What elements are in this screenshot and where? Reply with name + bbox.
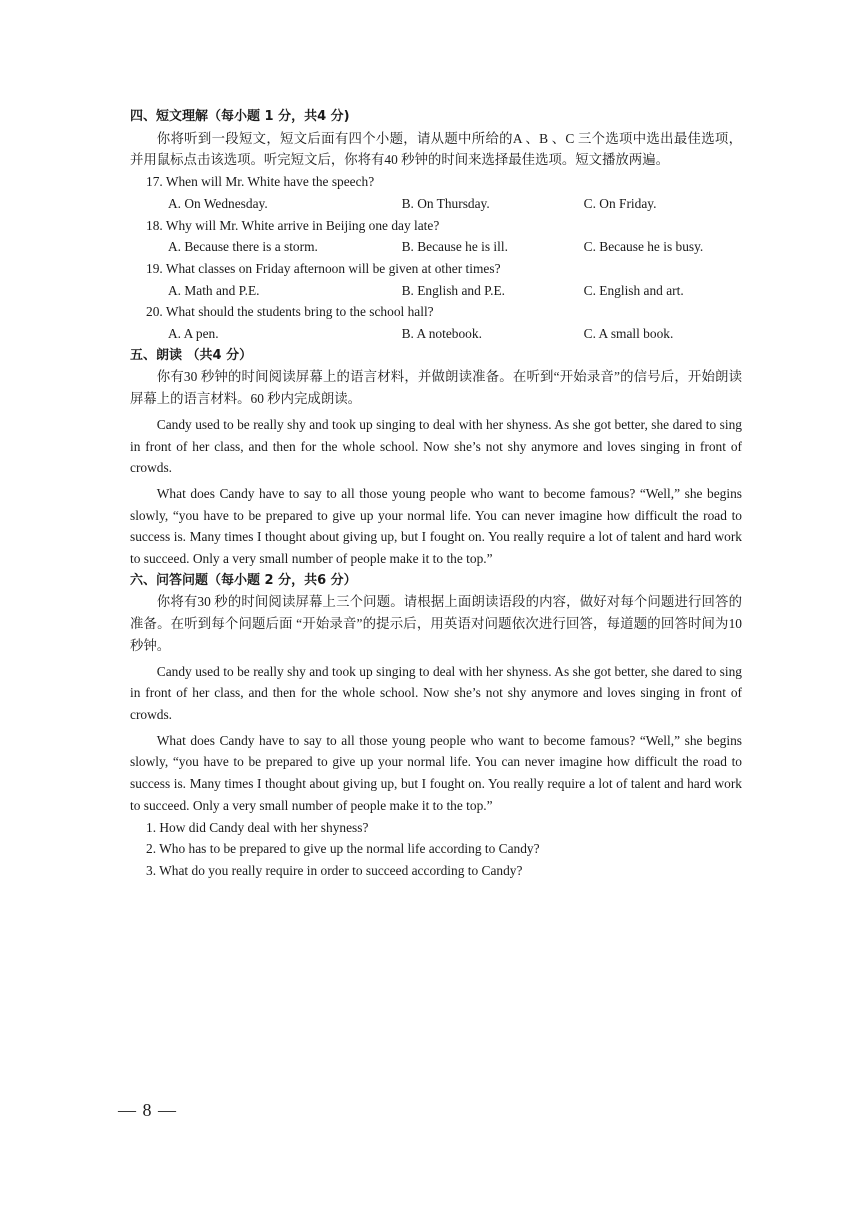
options-row <box>130 323 742 345</box>
option-b[interactable]: B. Because he is ill. <box>401 239 508 255</box>
oral-question-3: 3. What do you really require in order to succeed according to Candy? <box>146 862 523 878</box>
section-6-title: 六、问答问题（每小题 2 分，共6 分） <box>130 572 357 588</box>
section-5-instructions: 你有30 秒钟的时间阅读屏幕上的语言材料，并做朗读准备。在听到“开始录音”的信号后，开始朗读屏幕上的语言材料。60 秒内完成朗读。 <box>130 369 742 407</box>
option-a[interactable]: A. Math and P.E. <box>168 282 260 298</box>
reading-paragraph-1: Candy used to be really shy and took up singing to deal with her shyness. As she got better, she dared to sing in front of her class, and then for the whole school. Now she’s not shy anymore and loves singing in front of crowds. <box>130 416 742 476</box>
options-row <box>130 193 742 215</box>
reading-paragraph-2: What does Candy have to say to all those young people who want to become famous? “Well,” she begins slowly, “you have to be prepared to give up your normal life. You can never imagine how difficult the road to success is. Many times I thought about giving up, but I fought on. You really require a lot of talent and hard work to succeed. Only a very small number of people make it to the top.” <box>130 485 742 567</box>
question-text: 19. What classes on Friday afternoon will be given at other times? <box>146 260 501 276</box>
option-b[interactable]: B. English and P.E. <box>401 282 505 298</box>
section-4-title: 四、短文理解（每小题 1 分，共4 分) <box>130 109 350 124</box>
option-c[interactable]: C. A small book. <box>583 326 674 342</box>
question-19 <box>130 258 742 301</box>
section-6-instructions: 你将有30 秒的时间阅读屏幕上三个问题。请根据上面朗读语段的内容，做好对每个问题进行回答的准备。在听到每个问题后面 “开始录音”的提示后，用英语对问题依次进行回答，每道题的回答时间为10 秒钟。 <box>130 594 742 653</box>
page-number: — 8 — <box>118 1100 177 1120</box>
question-text: 18. Why will Mr. White arrive in Beijing one day late? <box>146 217 440 233</box>
option-c[interactable]: C. Because he is busy. <box>583 239 704 255</box>
option-a[interactable]: A. Because there is a storm. <box>168 239 318 255</box>
question-text: 17. When will Mr. White have the speech? <box>146 174 375 190</box>
oral-question-list <box>130 817 742 882</box>
section-4-instructions: 你将听到一段短文，短文后面有四个小题，请从题中所给的A 、B 、C 三个选项中选出最佳选项，并用鼠标点击该选项。听完短文后，你将有40 秒钟的时间来选择最佳选项。短文播放两遍。 <box>130 130 742 168</box>
option-a[interactable]: A. A pen. <box>168 326 219 342</box>
option-c[interactable]: C. English and art. <box>583 282 684 298</box>
oral-question-1: 1. How did Candy deal with her shyness? <box>146 819 369 835</box>
question-17 <box>130 171 742 214</box>
reading-paragraph-1: Candy used to be really shy and took up singing to deal with her shyness. As she got better, she dared to sing in front of her class, and then for the whole school. Now she’s not shy anymore and loves singing in front of crowds. <box>130 663 742 722</box>
option-b[interactable]: B. On Thursday. <box>401 195 490 211</box>
option-b[interactable]: B. A notebook. <box>401 326 482 342</box>
question-text: 20. What should the students bring to the school hall? <box>146 304 434 320</box>
reading-paragraph-2: What does Candy have to say to all those young people who want to become famous? “Well,” she begins slowly, “you have to be prepared to give up your normal life. You can never imagine how difficult the road to success is. Many times I thought about giving up, but I fought on. You really require a lot of talent and hard work to succeed. Only a very small number of people make it to the top.” <box>130 732 742 813</box>
document-page <box>130 106 742 882</box>
option-c[interactable]: C. On Friday. <box>583 195 657 211</box>
section-5-title: 五、朗读 （共4 分） <box>130 347 253 363</box>
option-a[interactable]: A. On Wednesday. <box>168 195 268 211</box>
question-18 <box>130 215 742 258</box>
oral-question-2: 2. Who has to be prepared to give up the normal life according to Candy? <box>146 841 540 857</box>
question-20 <box>130 301 742 344</box>
options-row <box>130 280 742 302</box>
options-row <box>130 236 742 258</box>
